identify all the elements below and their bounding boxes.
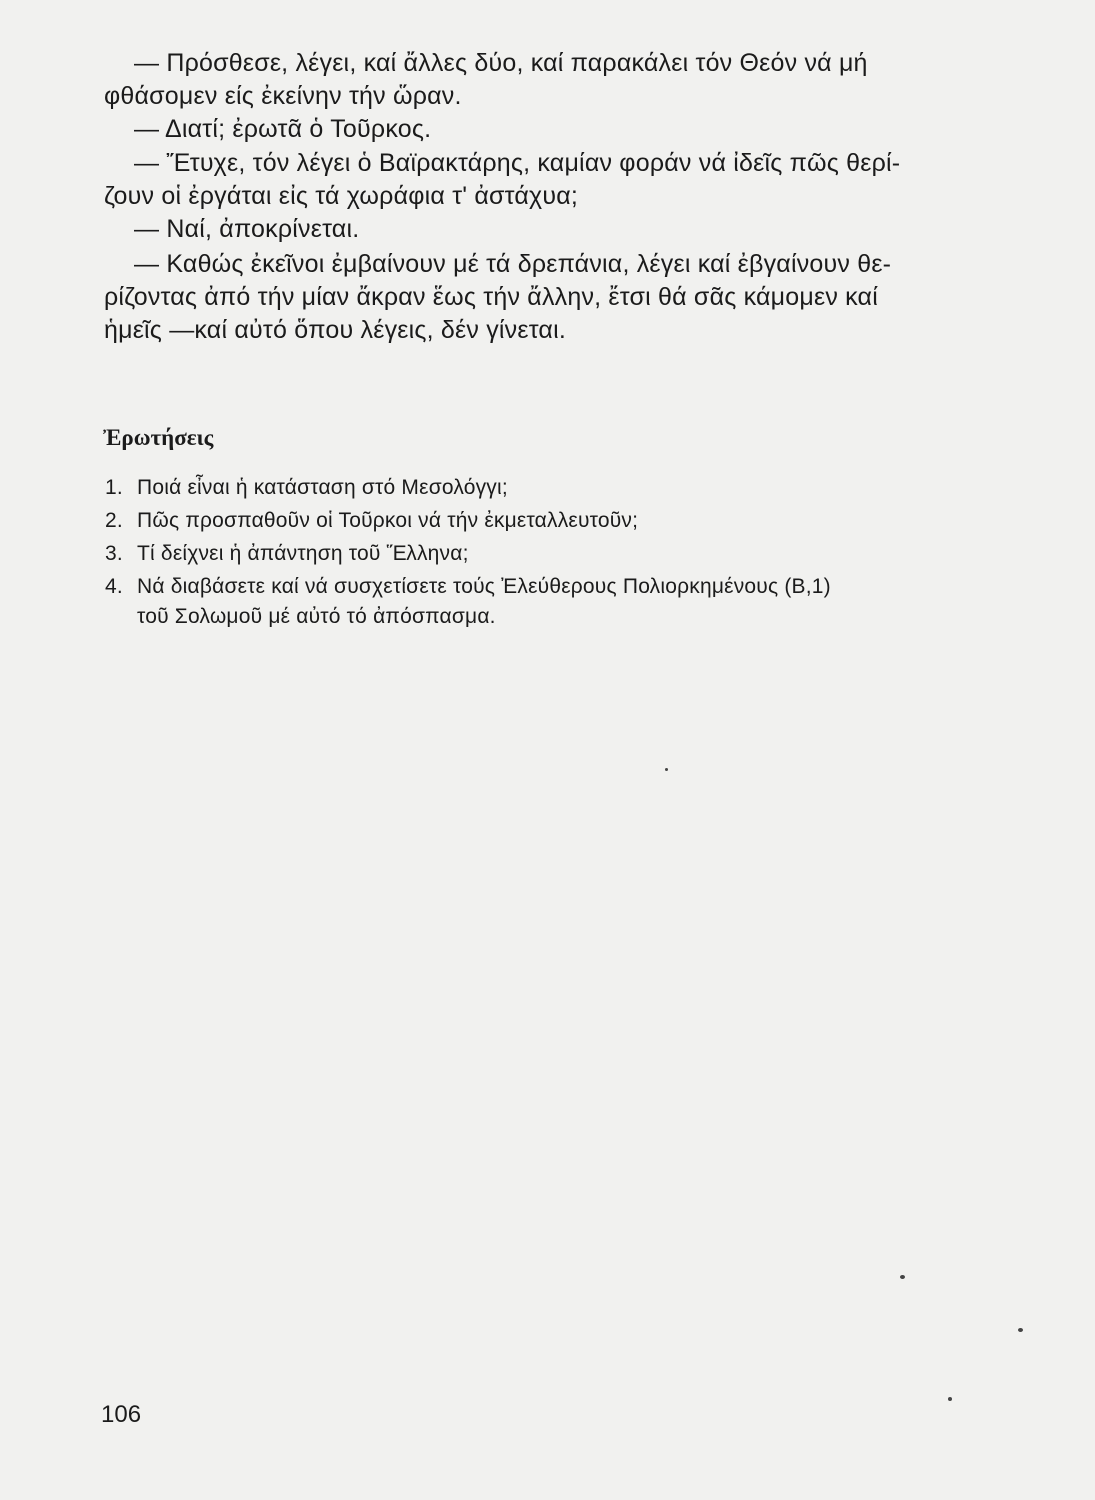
- scan-speck: [665, 768, 668, 771]
- question-number: 3.: [105, 542, 123, 565]
- dialogue-line: — Καθώς ἐκεῖνοι ἐμβαίνουν μέ τά δρεπάνια, λέγει καί ἐβγαίνουν θε-: [134, 250, 892, 278]
- question-text: Ποιά εἶναι ἡ κατάσταση στό Μεσολόγγι;: [137, 476, 508, 499]
- question-number: 2.: [105, 509, 123, 532]
- question-text: τοῦ Σολωμοῦ μέ αὐτό τό ἀπόσπασμα.: [137, 605, 496, 628]
- questions-heading: Ἐρωτήσεις: [103, 425, 214, 450]
- dialogue-line: — Διατί; ἐρωτᾶ ὁ Τοῦρκος.: [134, 115, 432, 143]
- dialogue-line: — Πρόσθεσε, λέγει, καί ἄλλες δύο, καί παρακάλει τόν Θεόν νά μή: [134, 49, 868, 77]
- dialogue-line: ἡμεῖς —καί αὐτό ὅπου λέγεις, δέν γίνεται.: [104, 316, 566, 344]
- dialogue-line: φθάσομεν είς ἐκείνην τήν ὥραν.: [104, 82, 462, 110]
- scan-speck: [1018, 1328, 1023, 1332]
- dialogue-line: — Ἔτυχε, τόν λέγει ὁ Βαϊρακτάρης, καμίαν φοράν νά ἰδεῖς πῶς θερί-: [134, 149, 901, 177]
- scan-speck: [900, 1275, 905, 1279]
- question-text: Πῶς προσπαθοῦν οἱ Τοῦρκοι νά τήν ἐκμεταλλευτοῦν;: [137, 509, 639, 532]
- question-number: 1.: [105, 476, 123, 499]
- question-number: 4.: [105, 575, 123, 598]
- scan-speck: [948, 1397, 952, 1401]
- question-text: Νά διαβάσετε καί νά συσχετίσετε τούς Ἐλεύθερους Πολιορκημένους (Β,1): [137, 575, 831, 598]
- dialogue-line: ζουν οἱ ἐργάται εἰς τά χωράφια τ' ἀστάχυα;: [104, 182, 579, 210]
- page-number: 106: [101, 1401, 142, 1428]
- dialogue-line: ρίζοντας ἀπό τήν μίαν ἄκραν ἕως τήν ἄλλην, ἔτσι θά σᾶς κάμομεν καί: [104, 283, 878, 311]
- dialogue-line: — Ναί, ἀποκρίνεται.: [134, 215, 360, 243]
- question-text: Τί δείχνει ἡ ἀπάντηση τοῦ Ἕλληνα;: [137, 542, 469, 565]
